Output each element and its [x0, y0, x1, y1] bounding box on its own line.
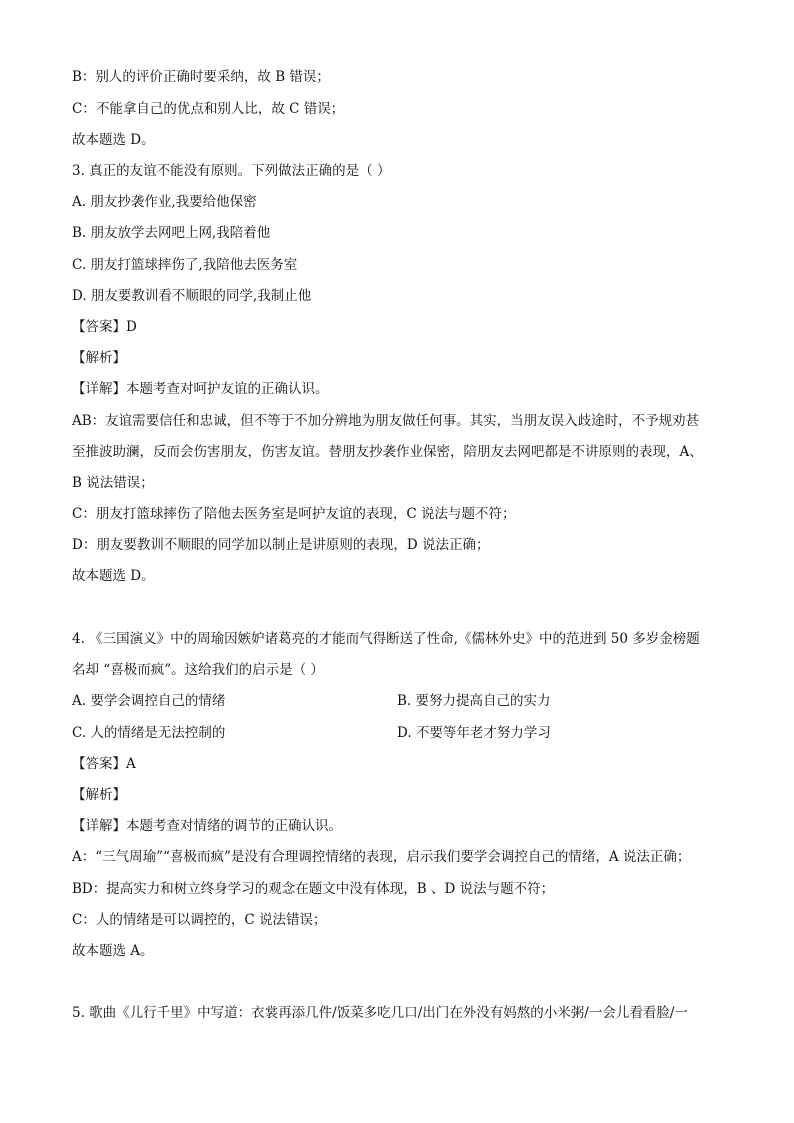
- question-3-explanation-d: D：朋友要教训不顺眼的同学加以制止是讲原则的表现，D 说法正确；: [72, 537, 490, 553]
- question-4-explanation-a: A：“三气周瑜”“喜极而疯”是没有合理调控情绪的表现，启示我们要学会调控自己的情绪，A 说法正确；: [72, 849, 691, 865]
- question-4-conclusion: 故本题选 A。: [72, 943, 154, 959]
- question-3-analysis-heading: 【解析】: [72, 350, 126, 366]
- question-4-stem-2: 名却 “喜极而疯”。这给我们的启示是（ ）: [72, 662, 324, 678]
- question-3-detail: 【详解】本题考查对呵护友谊的正确认识。: [72, 381, 329, 397]
- question-3-option-b: B. 朋友放学去网吧上网,我陪着他: [72, 225, 271, 241]
- conclusion-line: 故本题选 D。: [72, 132, 155, 148]
- question-4-stem-1: 4. 《三国演义》中的周瑜因嫉妒诸葛亮的才能而气得断送了性命,《儒林外史》中的范进到 50 多岁金榜题: [72, 631, 700, 647]
- question-3-answer: 【答案】D: [72, 319, 137, 335]
- question-3-explanation-ab-3: B 说法错误；: [72, 475, 154, 491]
- question-4-answer: 【答案】A: [72, 756, 136, 772]
- question-3-conclusion: 故本题选 D。: [72, 568, 155, 584]
- question-4-analysis-heading: 【解析】: [72, 787, 126, 803]
- question-4-explanation-bd: BD：提高实力和树立终身学习的观念在题文中没有体现，B 、D 说法与题不符；: [72, 881, 555, 897]
- question-3-explanation-ab-2: 至推波助澜，反而会伤害朋友，伤害友谊。替朋友抄袭作业保密，陪朋友去网吧都是不讲原则的表现，A、: [72, 444, 703, 460]
- question-3-explanation-c: C：朋友打篮球摔伤了陪他去医务室是呵护友谊的表现，C 说法与题不符；: [72, 506, 516, 522]
- question-4-explanation-c: C：人的情绪是可以调控的，C 说法错误；: [72, 912, 327, 928]
- question-4-option-c: C. 人的情绪是无法控制的: [72, 725, 226, 741]
- question-4-option-b: B. 要努力提高自己的实力: [397, 693, 551, 709]
- question-3-stem: 3. 真正的友谊不能没有原则。下列做法正确的是（ ）: [72, 163, 391, 179]
- explanation-line-b: B：别人的评价正确时要采纳，故 B 错误；: [72, 69, 330, 85]
- question-3-option-d: D. 朋友要教训看不顺眼的同学,我制止他: [72, 288, 312, 304]
- explanation-line-c: C：不能拿自己的优点和别人比，故 C 错误；: [72, 101, 345, 117]
- question-3-explanation-ab-1: AB：友谊需要信任和忠诚，但不等于不加分辨地为朋友做任何事。其实，当朋友误入歧途时，不予规劝甚: [72, 413, 700, 429]
- question-4-detail: 【详解】本题考查对情绪的调节的正确认识。: [72, 818, 342, 834]
- question-4-option-d: D. 不要等年老才努力学习: [397, 725, 551, 741]
- question-3-option-c: C. 朋友打篮球摔伤了,我陪他去医务室: [72, 257, 298, 273]
- question-4-option-a: A. 要学会调控自己的情绪: [72, 693, 226, 709]
- question-3-option-a: A. 朋友抄袭作业,我要给他保密: [72, 194, 257, 210]
- question-5-stem: 5. 歌曲《儿行千里》中写道：衣裳再添几件/饭菜多吃几口/出门在外没有妈熬的小米粥/一会儿看看脸/一: [72, 1005, 688, 1021]
